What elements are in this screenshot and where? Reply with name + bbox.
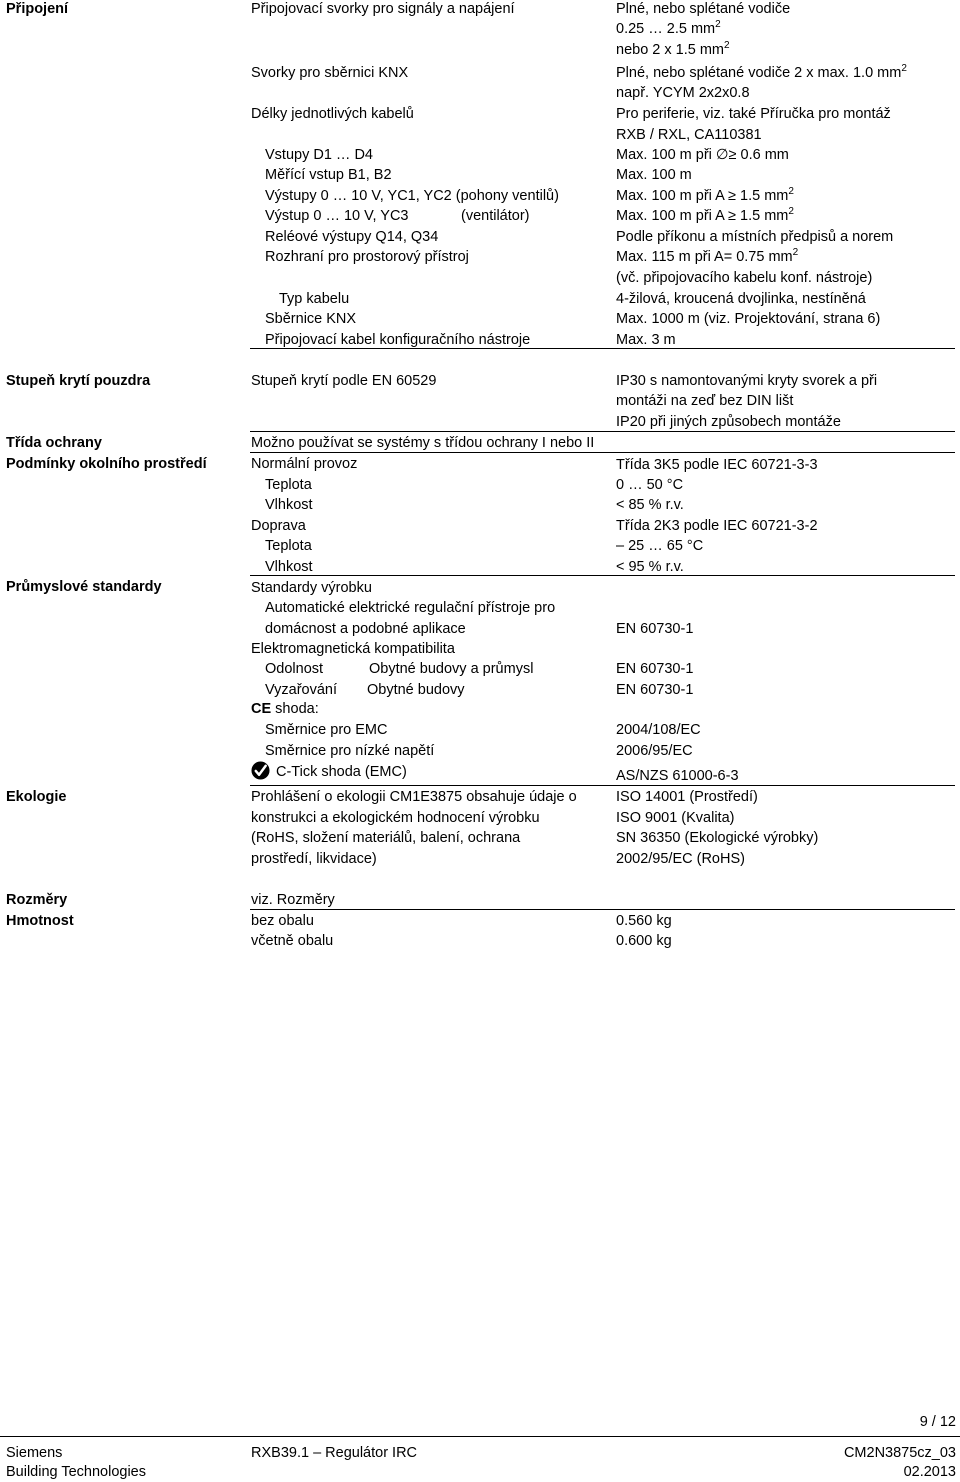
weight-without-value: 0.560 kg [616,913,672,929]
relay-outputs-label: Reléové výstupy Q14, Q34 [265,229,439,245]
footer-product: RXB39.1 – Regulátor IRC [251,1445,418,1461]
room-unit-value: Max. 115 m při A= 0.75 $mm^2$ [616,247,799,265]
product-standards-label: Standardy výrobku [251,580,372,596]
ecology-value-4: 2002/95/EC (RoHS) [616,851,745,867]
transport-label: Doprava [251,518,306,534]
cable-lengths-label: Délky jednotlivých kabelů [251,106,414,122]
lv-directive-value: 2006/95/EC [616,743,693,759]
room-unit-label: Rozhraní pro prostorový přístroj [265,249,469,265]
humidity-1-value: < 85 % r.v. [616,497,684,513]
relay-outputs-value: Podle příkonu a místních předpisů a norem [616,229,894,245]
section-label-standards: Průmyslové standardy [6,579,162,595]
emission-value: EN 60730-1 [616,682,694,698]
ce-conformity-label: CE shoda: [251,701,319,717]
output-yc3-label: Výstup 0 … 10 V, YC3 [265,208,409,224]
ecology-text-2: konstrukci a ekologickém hodnocení výrobku [251,810,540,826]
inputs-d-value: Max. 100 m při ∅≥ 0.6 mm [616,147,789,163]
lv-directive-label: Směrnice pro nízké napětí [265,743,435,759]
knx-terminals-label: Svorky pro sběrnici KNX [251,65,409,81]
protection-value-2: montáži na zeď bez DIN lišt [616,393,794,409]
section-divider [250,575,955,576]
cable-type-label: Typ kabelu [279,291,350,307]
ecology-value-1: ISO 14001 (Prostředí) [616,789,758,805]
humidity-2-value: < 95 % r.v. [616,559,684,575]
cable-lengths-value: Pro periferie, viz. také Příručka pro montáž [616,106,891,122]
auto-controls-value: EN 60730-1 [616,621,694,637]
auto-controls-label: Automatické elektrické regulační přístroje pro [265,600,556,616]
ecology-text-4: prostředí, likvidace) [251,851,377,867]
emc-label: Elektromagnetická kompatibilita [251,641,455,657]
ctick-label: C-Tick shoda (EMC) [276,764,407,780]
inputs-d-label: Vstupy D1 … D4 [265,147,373,163]
emc-directive-value: 2004/108/EC [616,722,701,738]
section-label-environment: Podmínky okolního prostředí [6,456,207,472]
section-label-weight: Hmotnost [6,913,74,929]
knx-terminals-value: Plné, nebo splétané vodiče 2 x max. 1.0 $mm^2$ [616,63,907,81]
section-label-dimensions: Rozměry [6,892,68,908]
section-label-class: Třída ochrany [6,435,102,451]
auto-controls-label-2: domácnost a podobné aplikace [265,621,466,637]
cable-lengths-value-2: RXB / RXL, CA110381 [616,127,762,143]
normal-operation-label: Normální provoz [251,456,358,472]
inputs-b-label: Měřící vstup B1, B2 [265,167,392,183]
footer-divider [0,1436,960,1437]
ctick-logo-icon [251,761,270,780]
section-label-ecology: Ekologie [6,789,67,805]
temperature-2-label: Teplota [265,538,312,554]
terminals-value: Plné, nebo splétané vodiče [616,1,791,17]
protection-standard: Stupeň krytí podle EN 60529 [251,373,437,389]
terminals-value-2: 0.25 … 2.5 $mm^2$ [616,19,721,37]
section-label-protection: Stupeň krytí pouzdra [6,373,151,389]
knx-terminals-value-2: např. YCYM 2x2x0.8 [616,85,750,101]
section-divider [250,452,955,453]
ecology-value-2: ISO 9001 (Kvalita) [616,810,735,826]
weight-with-value: 0.600 kg [616,933,672,949]
footer-doc-number: CM2N3875cz_03 [843,1445,956,1461]
immunity-label: Odolnost [265,661,324,677]
outputs-y-value: Max. 100 m při A ≥ 1.5 $mm^2$ [616,186,794,204]
tool-cable-value: Max. 3 m [616,332,676,348]
temperature-2-value: – 25 … 65 °C [616,538,704,554]
ecology-text-3: (RoHS, složení materiálů, balení, ochrana [251,830,521,846]
footer-date: 02.2013 [903,1464,956,1480]
page-number: 9 / 12 [919,1414,956,1430]
class-value: Možno používat se systémy s třídou ochrany I nebo II [251,435,595,451]
section-divider [250,348,955,349]
cable-type-value: 4-žilová, kroucená dvojlinka, nestíněná [616,291,866,307]
knx-bus-value: Max. 1000 m (viz. Projektování, strana 6) [616,311,881,327]
ctick-value: AS/NZS 61000-6-3 [616,768,739,784]
footer-company: Siemens [6,1445,63,1461]
section-divider [250,431,955,432]
ecology-value-3: SN 36350 (Ekologické výrobky) [616,830,819,846]
emission-sub: Obytné budovy [367,682,465,698]
weight-with-label: včetně obalu [251,933,334,949]
section-label-connections: Připojení [6,1,69,17]
inputs-b-value: Max. 100 m [616,167,692,183]
footer-company-division: Building Technologies [6,1464,147,1480]
transport-value: Třída 2K3 podle IEC 60721-3-2 [616,518,818,534]
immunity-sub: Obytné budovy a průmysl [369,661,534,677]
emc-directive-label: Směrnice pro EMC [265,722,388,738]
temperature-1-label: Teplota [265,477,312,493]
humidity-2-label: Vlhkost [265,559,313,575]
weight-without-label: bez obalu [251,913,314,929]
protection-value: IP30 s namontovanými kryty svorek a při [616,373,878,389]
tool-cable-label: Připojovací kabel konfiguračního nástroje [265,332,531,348]
terminals-value-3: nebo 2 x 1.5 $mm^2$ [616,40,730,58]
emission-label: Vyzařování [265,682,337,698]
output-yc3-value: Max. 100 m při A ≥ 1.5 $mm^2$ [616,206,794,224]
humidity-1-label: Vlhkost [265,497,313,513]
section-divider [250,909,955,910]
dimensions-value: viz. Rozměry [251,892,335,908]
output-yc3-note: (ventilátor) [461,208,530,224]
protection-value-3: IP20 při jiných způsobech montáže [616,414,841,430]
ecology-text-1: Prohlášení o ekologii CM1E3875 obsahuje údaje o [251,789,577,805]
terminals-label: Připojovací svorky pro signály a napájení [251,1,515,17]
section-divider [250,785,955,786]
knx-bus-label: Sběrnice KNX [265,311,357,327]
outputs-y-label: Výstupy 0 … 10 V, YC1, YC2 (pohony ventilů) [265,188,559,204]
normal-operation-value: Třída 3K5 podle IEC 60721-3-3 [616,457,818,473]
room-unit-value-2: (vč. připojovacího kabelu konf. nástroje) [616,270,873,286]
immunity-value: EN 60730-1 [616,661,694,677]
temperature-1-value: 0 … 50 °C [616,477,684,493]
